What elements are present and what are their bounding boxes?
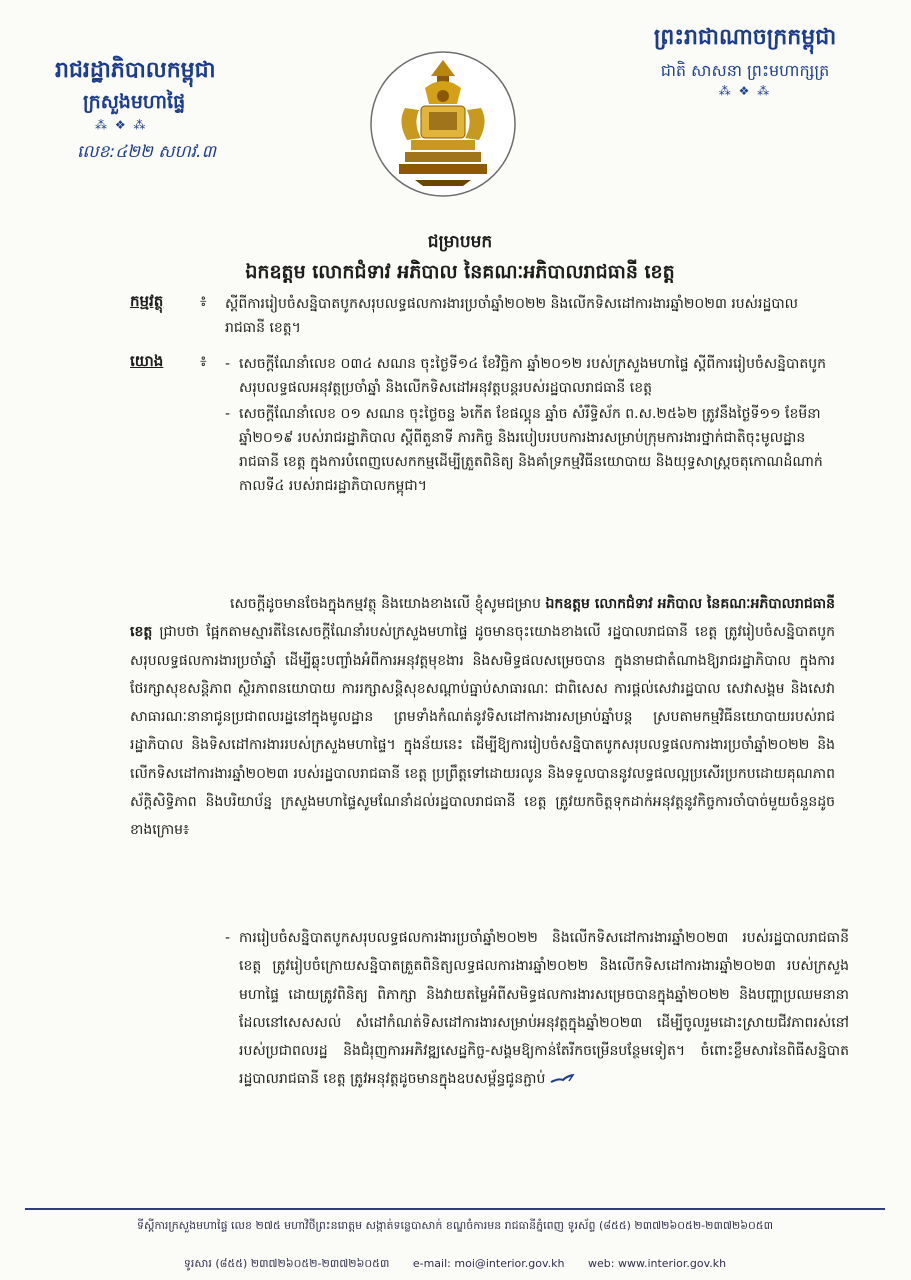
kingdom-header: [600, 22, 890, 98]
signature-stroke-icon: [549, 1074, 575, 1084]
reference-number: លេខ:៤២២ សហវ.៣: [77, 142, 216, 162]
body-paragraph-rest: ជ្រាបថា ផ្អែកតាមស្មារតីនៃសេចក្ដីណែនាំរបស់ក្រសួងមហាផ្ទៃ ដូចមានចុះយោងខាងលើ រដ្ឋបាលរាជធានី ខេត្ត ត្រូវរៀបចំសន្និបាតបូកសរុបលទ្ធផលការងារប្រចាំឆ្នាំ ដើម្បីឆ្លុះបញ្ចាំងអំពីការអនុវត្តមុខងារ និងសមិទ្ធផលសម្រេចបាន ក្នុងនាមជាតំណាងឱ្យរាជរដ្ឋាភិបាល ក្នុងការថែរក្សាសុខសន្តិភាព ស្ថិរភាពនយោបាយ ការរក្សាសន្តិសុខសណ្តាប់ធ្នាប់សាធារណៈ ជាពិសេស ការផ្ដល់សេវារដ្ឋបាល សេវាសង្គម និងសេវាសាធារណៈនានាជូនប្រជាពលរដ្ឋនៅក្នុងមូលដ្ឋាន ព្រមទាំងកំណត់នូវទិសដៅការងារសម្រាប់ឆ្នាំបន្ត ស្របតាមកម្មវិធីនយោបាយរបស់រាជរដ្ឋាភិបាល និងទិសដៅការងាររបស់ក្រសួងមហាផ្ទៃ។ ក្នុងន័យនេះ ដើម្បីឱ្យការរៀបចំសន្និបាតបូកសរុបលទ្ធផលការងារប្រចាំឆ្នាំ២០២២ និងលើកទិសដៅការងារឆ្នាំ២០២៣ របស់រដ្ឋបាលរាជធានី ខេត្ត ប្រព្រឹត្តទៅដោយរលូន និងទទួលបាននូវលទ្ធផលល្អប្រសើរប្រកបដោយគុណភាព ស័ក្តិសិទ្ធិភាព និងបរិយាប័ន្ន ក្រសួងមហាផ្ទៃសូមណែនាំដល់រដ្ឋបាលរាជធានី ខេត្ត ត្រូវយកចិត្តទុកដាក់អនុវត្តនូវកិច្ចការចាំបាច់មួយចំនួនដូចខាងក្រោម៖: [130, 624, 835, 839]
ornament-divider: ⁂ ❖ ⁂: [95, 118, 148, 132]
colon: ៖: [200, 292, 207, 310]
body-paragraph-recipient: ឯកឧត្តម លោកជំទាវ អភិបាល នៃគណៈអភិបាលរាជធានី ខេត្ត: [130, 596, 835, 641]
kingdom-name: ព្រះរាជាណាចក្រកម្ពុជា: [653, 25, 837, 50]
recipient-name: ឯកឧត្តម លោកជំទាវ អភិបាល នៃគណៈអភិបាលរាជធានី ខេត្ត: [245, 261, 675, 283]
footer-address: ទីស្ដីការក្រសួងមហាផ្ទៃ លេខ ២៧៥ មហាវិថីព្រះនរោត្តម សង្កាត់ទន្លេបាសាក់ ខណ្ឌចំការមន រាជធានីភ្នំពេញ ទូរស័ព្ទ (៨៥៥) ២៣៧២៦០៥២-២៣៧២៦០៥៣: [137, 1219, 773, 1232]
subject-text: ស្ដីពីការរៀបចំសន្និបាតបូកសរុបលទ្ធផលការងារប្រចាំឆ្នាំ២០២២ និងលើកទិសដៅការងារឆ្នាំ២០២៣ របស់រដ្ឋបាលរាជធានី ខេត្ត។: [225, 296, 799, 336]
footer-website: web: www.interior.gov.kh: [588, 1257, 727, 1270]
body-paragraph-start: សេចក្ដីដូចមានចែងក្នុងកម្មវត្ថុ និងយោងខាងលើ ខ្ញុំសូមជម្រាប: [230, 596, 546, 612]
instruction-text: ការរៀបចំសន្និបាតបូកសរុបលទ្ធផលការងារប្រចាំឆ្នាំ២០២២ និងលើកទិសដៅការងារឆ្នាំ២០២៣ របស់រដ្ឋបាលរាជធានី ខេត្ត ត្រូវរៀបចំក្រោយសន្និបាតត្រួតពិនិត្យលទ្ធផលការងារឆ្នាំ២០២២ និងលើកទិសដៅការងារឆ្នាំ២០២៣ របស់ក្រសួងមហាផ្ទៃ ដោយត្រូវពិនិត្យ ពិភាក្សា និងវាយតម្លៃអំពីសមិទ្ធផលការងារសម្រេចបានក្នុងឆ្នាំ២០២២ និងបញ្ហាប្រឈមនានាដែលនៅសេសសល់ សំដៅកំណត់ទិសដៅការងារសម្រាប់អនុវត្តក្នុងឆ្នាំ២០២៣ ដើម្បីចូលរួមដោះស្រាយជីវភាពរស់នៅរបស់ប្រជាពលរដ្ឋ និងជំរុញការអភិវឌ្ឍសេដ្ឋកិច្ច-សង្គមឱ្យកាន់តែរីកចម្រើនបន្ថែមទៀត។ ចំពោះខ្លឹមសារនៃពិធីសន្និបាត រដ្ឋបាលរាជធានី ខេត្ត ត្រូវអនុវត្តដូចមានក្នុងឧបសម្ព័ន្ធជូនភ្ជាប់: [239, 930, 849, 1088]
ministry-header: [55, 55, 305, 166]
reference-item: - សេចក្ដីណែនាំលេខ ០៣៤ សណន ចុះថ្ងៃទី១៤ ខែវិច្ឆិកា ឆ្នាំ២០១២ របស់ក្រសួងមហាផ្ទៃ ស្ដីពីការរៀបចំសន្និបាតបូកសរុបលទ្ធផលអនុវត្តប្រចាំឆ្នាំ និងលើកទិសដៅអនុវត្តបន្តរបស់រដ្ឋបាលរាជធានី ខេត្ត: [225, 352, 835, 400]
footer-email: e-mail: moi@interior.gov.kh: [412, 1257, 565, 1270]
subject-label: កម្មវត្ថុ: [130, 292, 164, 310]
ornament-divider: ⁂ ❖ ⁂: [718, 84, 772, 98]
recipient-block: [90, 228, 830, 288]
colon: ៖: [200, 352, 207, 370]
salutation-label: ជម្រាបមក: [427, 232, 493, 252]
footer-fax: ទូរសារ (៨៥៥) ២៣៧២៦០៥២-២៣៧២៦០៥៣: [183, 1257, 390, 1270]
government-name: រាជរដ្ឋាភិបាលកម្ពុជា: [55, 58, 216, 83]
footer-divider: [25, 1208, 885, 1210]
reference-list: [225, 352, 835, 500]
national-motto: ជាតិ សាសនា ព្រះមហាក្សត្រ: [660, 61, 830, 80]
reference-label: យោង: [130, 352, 164, 370]
footer-contacts: [25, 1256, 885, 1272]
ministry-name: ក្រសួងមហាផ្ទៃ: [83, 91, 186, 113]
body-paragraph: [130, 590, 835, 845]
royal-seal-emblem: [367, 48, 519, 200]
reference-item: - សេចក្ដីណែនាំលេខ ០១ សណន ចុះថ្ងៃចន្ទ ៦កើត ខែផល្គុន ឆ្នាំច សំរឹទ្ធិស័ក ព.ស.២៥៦២ ត្រូវនឹងថ្ងៃទី១១ ខែមីនា ឆ្នាំ២០១៩ របស់រាជរដ្ឋាភិបាល ស្ដីពីតួនាទី ភារកិច្ច និងរបៀបរបបការងារសម្រាប់ក្រុមការងារថ្នាក់ជាតិចុះមូលដ្ឋានរាជធានី ខេត្ត ក្នុងការបំពេញបេសកកម្មដើម្បីត្រួតពិនិត្យ និងគាំទ្រកម្មវិធីនយោបាយ និងយុទ្ធសាស្រ្តចតុកោណដំណាក់កាលទី៤ របស់រាជរដ្ឋាភិបាលកម្ពុជា។: [225, 402, 835, 498]
instruction-bullet: [225, 924, 849, 1094]
